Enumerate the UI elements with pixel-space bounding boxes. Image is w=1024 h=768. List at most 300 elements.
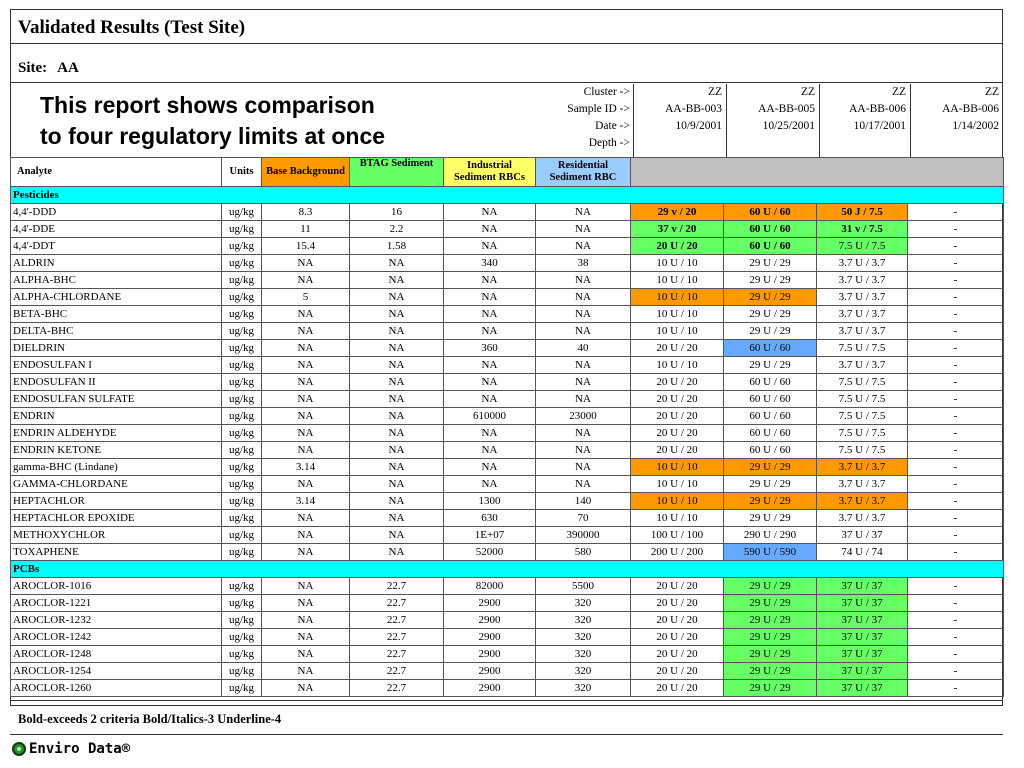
table-row <box>11 340 1004 357</box>
table-row <box>11 255 1004 272</box>
units-cell: ug/kg <box>222 425 262 442</box>
result-cell: 29 U / 29 <box>724 289 817 306</box>
base-background-cell: NA <box>262 680 350 697</box>
table-row <box>11 289 1004 306</box>
btag-cell: NA <box>350 493 444 510</box>
industrial-cell: NA <box>444 442 536 459</box>
result-cell: - <box>908 408 1004 425</box>
analyte-cell: METHOXYCHLOR <box>11 527 222 544</box>
btag-cell: 22.7 <box>350 578 444 595</box>
result-cell: 37 U / 37 <box>817 680 908 697</box>
residential-cell: 23000 <box>536 408 631 425</box>
base-background-cell: NA <box>262 425 350 442</box>
result-cell: 10 U / 10 <box>631 272 724 289</box>
result-cell: 20 U / 20 <box>631 340 724 357</box>
residential-cell: NA <box>536 272 631 289</box>
base-background-cell: NA <box>262 272 350 289</box>
result-cell: 7.5 U / 7.5 <box>817 340 908 357</box>
residential-cell: 40 <box>536 340 631 357</box>
residential-cell: NA <box>536 289 631 306</box>
result-cell: 37 U / 37 <box>817 646 908 663</box>
industrial-cell: NA <box>444 238 536 255</box>
result-cell: 29 U / 29 <box>724 595 817 612</box>
result-cell: - <box>908 272 1004 289</box>
base-background-cell: NA <box>262 663 350 680</box>
base-background-cell: 3.14 <box>262 493 350 510</box>
table-row <box>11 357 1004 374</box>
industrial-cell: 360 <box>444 340 536 357</box>
analyte-cell: AROCLOR-1232 <box>11 612 222 629</box>
table-row <box>11 459 1004 476</box>
btag-cell: NA <box>350 527 444 544</box>
table-row <box>11 221 1004 238</box>
result-cell: 3.7 U / 3.7 <box>817 289 908 306</box>
analyte-cell: AROCLOR-1016 <box>11 578 222 595</box>
residential-cell: 320 <box>536 595 631 612</box>
units-cell: ug/kg <box>222 680 262 697</box>
result-cell: - <box>908 680 1004 697</box>
result-cell: 3.7 U / 3.7 <box>817 255 908 272</box>
sample-header <box>450 84 1003 157</box>
result-cell: 20 U / 20 <box>631 238 724 255</box>
result-cell: - <box>908 612 1004 629</box>
table-row <box>11 442 1004 459</box>
analyte-cell: AROCLOR-1221 <box>11 595 222 612</box>
result-cell: 20 U / 20 <box>631 374 724 391</box>
result-cell: - <box>908 238 1004 255</box>
base-background-cell: NA <box>262 476 350 493</box>
base-background-cell: NA <box>262 408 350 425</box>
table-row <box>11 238 1004 255</box>
base-background-cell: NA <box>262 391 350 408</box>
industrial-cell: NA <box>444 221 536 238</box>
industrial-cell: NA <box>444 357 536 374</box>
result-cell: 60 U / 60 <box>724 425 817 442</box>
base-background-cell: NA <box>262 629 350 646</box>
units-cell: ug/kg <box>222 272 262 289</box>
result-cell: 29 U / 29 <box>724 663 817 680</box>
analyte-cell: 4,4'-DDT <box>11 238 222 255</box>
btag-cell: NA <box>350 425 444 442</box>
analyte-cell: AROCLOR-1242 <box>11 629 222 646</box>
result-cell: 37 U / 37 <box>817 612 908 629</box>
sample-sample-id: AA-BB-006 <box>849 103 906 115</box>
result-cell: 20 U / 20 <box>631 425 724 442</box>
industrial-cell: 2900 <box>444 680 536 697</box>
base-background-cell: 8.3 <box>262 204 350 221</box>
section-row <box>11 187 1004 204</box>
site-label: Site: <box>18 60 48 76</box>
result-cell: - <box>908 391 1004 408</box>
analyte-cell: AROCLOR-1254 <box>11 663 222 680</box>
result-cell: 20 U / 20 <box>631 391 724 408</box>
units-cell: ug/kg <box>222 340 262 357</box>
analyte-cell: DELTA-BHC <box>11 323 222 340</box>
btag-cell: 22.7 <box>350 595 444 612</box>
result-cell: 3.7 U / 3.7 <box>817 476 908 493</box>
result-cell: - <box>908 493 1004 510</box>
base-background-cell: NA <box>262 527 350 544</box>
col-units: Units <box>222 158 262 187</box>
table-row <box>11 510 1004 527</box>
result-cell: 31 v / 7.5 <box>817 221 908 238</box>
residential-cell: NA <box>536 459 631 476</box>
col-residential-rbc: Residential Sediment RBC <box>536 158 631 187</box>
base-background-cell: 3.14 <box>262 459 350 476</box>
result-cell: 7.5 U / 7.5 <box>817 391 908 408</box>
btag-cell: NA <box>350 357 444 374</box>
base-background-cell: NA <box>262 510 350 527</box>
sample-id-label: Sample ID -> <box>567 103 630 115</box>
registered-mark: ® <box>121 741 131 757</box>
result-cell: - <box>908 374 1004 391</box>
result-cell: - <box>908 595 1004 612</box>
result-cell: 7.5 U / 7.5 <box>817 408 908 425</box>
sample-sample-id: AA-BB-005 <box>758 103 815 115</box>
result-cell: 20 U / 20 <box>631 595 724 612</box>
col-industrial-rbc: Industrial Sediment RBCs <box>444 158 536 187</box>
units-cell: ug/kg <box>222 629 262 646</box>
result-cell: 100 U / 100 <box>631 527 724 544</box>
units-cell: ug/kg <box>222 578 262 595</box>
analyte-cell: ENDRIN <box>11 408 222 425</box>
residential-cell: NA <box>536 425 631 442</box>
industrial-cell: NA <box>444 459 536 476</box>
result-cell: 29 v / 20 <box>631 204 724 221</box>
units-cell: ug/kg <box>222 323 262 340</box>
result-cell: - <box>908 323 1004 340</box>
analyte-cell: 4,4'-DDE <box>11 221 222 238</box>
table-row <box>11 527 1004 544</box>
base-background-cell: NA <box>262 544 350 561</box>
result-cell: 200 U / 200 <box>631 544 724 561</box>
callout-text <box>40 90 385 152</box>
btag-cell: NA <box>350 374 444 391</box>
table-row <box>11 306 1004 323</box>
analyte-cell: ENDOSULFAN SULFATE <box>11 391 222 408</box>
table-row <box>11 646 1004 663</box>
industrial-cell: 2900 <box>444 612 536 629</box>
units-cell: ug/kg <box>222 374 262 391</box>
base-background-cell: NA <box>262 374 350 391</box>
enviro-data-logo <box>12 739 130 759</box>
result-cell: 29 U / 29 <box>724 306 817 323</box>
table-row <box>11 612 1004 629</box>
industrial-cell: 2900 <box>444 646 536 663</box>
result-cell: - <box>908 663 1004 680</box>
base-background-cell: 5 <box>262 289 350 306</box>
sample-cluster: ZZ <box>984 86 999 98</box>
base-background-cell: NA <box>262 306 350 323</box>
industrial-cell: NA <box>444 289 536 306</box>
result-cell: - <box>908 221 1004 238</box>
result-cell: 60 U / 60 <box>724 374 817 391</box>
sample-cluster: ZZ <box>707 86 722 98</box>
residential-cell: NA <box>536 221 631 238</box>
result-cell: 60 U / 60 <box>724 391 817 408</box>
residential-cell: NA <box>536 323 631 340</box>
analyte-cell: BETA-BHC <box>11 306 222 323</box>
base-background-cell: NA <box>262 442 350 459</box>
results-header-blank <box>631 158 1004 187</box>
result-cell: 37 U / 37 <box>817 629 908 646</box>
result-cell: 60 U / 60 <box>724 204 817 221</box>
logo-text: Enviro Data <box>29 741 122 757</box>
units-cell: ug/kg <box>222 476 262 493</box>
result-cell: 29 U / 29 <box>724 578 817 595</box>
table-row <box>11 578 1004 595</box>
sample-cluster: ZZ <box>800 86 815 98</box>
table-row <box>11 272 1004 289</box>
base-background-cell: 11 <box>262 221 350 238</box>
units-cell: ug/kg <box>222 459 262 476</box>
btag-cell: 22.7 <box>350 629 444 646</box>
table-row <box>11 476 1004 493</box>
result-cell: 7.5 U / 7.5 <box>817 374 908 391</box>
residential-cell: 140 <box>536 493 631 510</box>
result-cell: 50 J / 7.5 <box>817 204 908 221</box>
table-row <box>11 595 1004 612</box>
legend-note: Bold-exceeds 2 criteria Bold/Italics-3 Underline-4 <box>18 712 282 726</box>
residential-cell: NA <box>536 442 631 459</box>
analyte-cell: HEPTACHLOR <box>11 493 222 510</box>
residential-cell: NA <box>536 357 631 374</box>
btag-cell: 22.7 <box>350 612 444 629</box>
industrial-cell: 2900 <box>444 595 536 612</box>
result-cell: 3.7 U / 3.7 <box>817 323 908 340</box>
result-cell: 37 U / 37 <box>817 578 908 595</box>
residential-cell: NA <box>536 306 631 323</box>
table-bottom-divider <box>10 700 1003 701</box>
result-cell: 590 U / 590 <box>724 544 817 561</box>
base-background-cell: NA <box>262 255 350 272</box>
result-cell: 10 U / 10 <box>631 493 724 510</box>
analyte-cell: AROCLOR-1260 <box>11 680 222 697</box>
industrial-cell: 630 <box>444 510 536 527</box>
column-header-row <box>11 158 1004 187</box>
col-analyte: Analyte <box>11 158 222 187</box>
result-cell: 29 U / 29 <box>724 680 817 697</box>
title-divider <box>10 43 1003 44</box>
result-cell: 60 U / 60 <box>724 340 817 357</box>
units-cell: ug/kg <box>222 595 262 612</box>
sample-date: 10/25/2001 <box>762 120 815 132</box>
result-cell: - <box>908 578 1004 595</box>
result-cell: 10 U / 10 <box>631 459 724 476</box>
btag-cell: 16 <box>350 204 444 221</box>
result-cell: 3.7 U / 3.7 <box>817 306 908 323</box>
result-cell: 60 U / 60 <box>724 221 817 238</box>
analyte-cell: AROCLOR-1248 <box>11 646 222 663</box>
residential-cell: NA <box>536 391 631 408</box>
result-cell: - <box>908 357 1004 374</box>
btag-cell: NA <box>350 459 444 476</box>
industrial-cell: 2900 <box>444 629 536 646</box>
col-base-background: Base Background <box>262 158 350 187</box>
units-cell: ug/kg <box>222 238 262 255</box>
analyte-cell: ALDRIN <box>11 255 222 272</box>
result-cell: 10 U / 10 <box>631 357 724 374</box>
base-background-cell: NA <box>262 578 350 595</box>
result-cell: - <box>908 340 1004 357</box>
sample-date: 10/9/2001 <box>675 120 722 132</box>
units-cell: ug/kg <box>222 442 262 459</box>
units-cell: ug/kg <box>222 527 262 544</box>
result-cell: 20 U / 20 <box>631 646 724 663</box>
result-cell: 10 U / 10 <box>631 323 724 340</box>
btag-cell: NA <box>350 510 444 527</box>
industrial-cell: NA <box>444 374 536 391</box>
result-cell: - <box>908 255 1004 272</box>
residential-cell: 320 <box>536 663 631 680</box>
analyte-cell: ENDOSULFAN II <box>11 374 222 391</box>
btag-cell: 22.7 <box>350 663 444 680</box>
callout-line-1: This report shows comparison <box>40 92 375 118</box>
residential-cell: 320 <box>536 629 631 646</box>
globe-icon <box>12 742 26 756</box>
result-cell: 3.7 U / 3.7 <box>817 493 908 510</box>
table-row <box>11 425 1004 442</box>
result-cell: - <box>908 629 1004 646</box>
result-cell: 29 U / 29 <box>724 459 817 476</box>
result-cell: 29 U / 29 <box>724 629 817 646</box>
result-cell: 29 U / 29 <box>724 612 817 629</box>
result-cell: 3.7 U / 3.7 <box>817 510 908 527</box>
industrial-cell: NA <box>444 425 536 442</box>
callout-line-2: to four regulatory limits at once <box>40 123 386 149</box>
units-cell: ug/kg <box>222 221 262 238</box>
residential-cell: NA <box>536 374 631 391</box>
result-cell: 20 U / 20 <box>631 680 724 697</box>
table-row <box>11 544 1004 561</box>
analyte-cell: 4,4'-DDD <box>11 204 222 221</box>
table-row <box>11 680 1004 697</box>
result-cell: 20 U / 20 <box>631 612 724 629</box>
result-cell: 20 U / 20 <box>631 408 724 425</box>
analyte-cell: gamma-BHC (Lindane) <box>11 459 222 476</box>
units-cell: ug/kg <box>222 204 262 221</box>
result-cell: 37 v / 20 <box>631 221 724 238</box>
result-cell: 29 U / 29 <box>724 272 817 289</box>
units-cell: ug/kg <box>222 646 262 663</box>
date-label: Date -> <box>595 120 630 132</box>
footer-divider <box>10 734 1003 735</box>
btag-cell: NA <box>350 391 444 408</box>
residential-cell: 5500 <box>536 578 631 595</box>
results-table <box>10 157 1004 697</box>
analyte-cell: ALPHA-BHC <box>11 272 222 289</box>
section-row <box>11 561 1004 578</box>
result-cell: 20 U / 20 <box>631 629 724 646</box>
result-cell: 29 U / 29 <box>724 493 817 510</box>
btag-cell: NA <box>350 544 444 561</box>
result-cell: - <box>908 204 1004 221</box>
cluster-label: Cluster -> <box>583 86 630 98</box>
btag-cell: NA <box>350 272 444 289</box>
result-cell: - <box>908 510 1004 527</box>
result-cell: 29 U / 29 <box>724 357 817 374</box>
table-row <box>11 204 1004 221</box>
result-cell: 60 U / 60 <box>724 408 817 425</box>
site-value: AA <box>57 60 79 76</box>
table-row <box>11 408 1004 425</box>
btag-cell: 1.58 <box>350 238 444 255</box>
results-body <box>11 187 1004 697</box>
result-cell: - <box>908 306 1004 323</box>
result-cell: - <box>908 442 1004 459</box>
result-cell: 10 U / 10 <box>631 476 724 493</box>
result-cell: 10 U / 10 <box>631 510 724 527</box>
col-btag-sediment: BTAG Sediment <box>350 158 444 187</box>
base-background-cell: 15.4 <box>262 238 350 255</box>
section-label: PCBs <box>11 561 1004 578</box>
result-cell: 10 U / 10 <box>631 289 724 306</box>
result-cell: 37 U / 37 <box>817 663 908 680</box>
analyte-cell: GAMMA-CHLORDANE <box>11 476 222 493</box>
units-cell: ug/kg <box>222 510 262 527</box>
result-cell: 3.7 U / 3.7 <box>817 459 908 476</box>
btag-cell: NA <box>350 476 444 493</box>
result-cell: 10 U / 10 <box>631 255 724 272</box>
industrial-cell: 82000 <box>444 578 536 595</box>
btag-cell: NA <box>350 340 444 357</box>
result-cell: - <box>908 425 1004 442</box>
result-cell: - <box>908 459 1004 476</box>
residential-cell: NA <box>536 476 631 493</box>
base-background-cell: NA <box>262 323 350 340</box>
industrial-cell: NA <box>444 306 536 323</box>
result-cell: 60 U / 60 <box>724 238 817 255</box>
table-row <box>11 374 1004 391</box>
result-cell: - <box>908 527 1004 544</box>
units-cell: ug/kg <box>222 663 262 680</box>
result-cell: - <box>908 289 1004 306</box>
residential-cell: NA <box>536 238 631 255</box>
industrial-cell: 610000 <box>444 408 536 425</box>
units-cell: ug/kg <box>222 255 262 272</box>
sample-sample-id: AA-BB-003 <box>665 103 722 115</box>
result-cell: 29 U / 29 <box>724 646 817 663</box>
industrial-cell: NA <box>444 323 536 340</box>
btag-cell: NA <box>350 255 444 272</box>
base-background-cell: NA <box>262 357 350 374</box>
section-label: Pesticides <box>11 187 1004 204</box>
base-background-cell: NA <box>262 340 350 357</box>
result-cell: 20 U / 20 <box>631 578 724 595</box>
sample-date: 1/14/2002 <box>952 120 999 132</box>
site-line <box>18 60 79 77</box>
btag-cell: 22.7 <box>350 680 444 697</box>
result-cell: - <box>908 476 1004 493</box>
result-cell: 20 U / 20 <box>631 442 724 459</box>
result-cell: 29 U / 29 <box>724 255 817 272</box>
result-cell: 29 U / 29 <box>724 323 817 340</box>
industrial-cell: NA <box>444 476 536 493</box>
table-row <box>11 629 1004 646</box>
analyte-cell: ENDOSULFAN I <box>11 357 222 374</box>
industrial-cell: NA <box>444 204 536 221</box>
result-cell: 29 U / 29 <box>724 476 817 493</box>
residential-cell: 320 <box>536 680 631 697</box>
base-background-cell: NA <box>262 595 350 612</box>
industrial-cell: 1300 <box>444 493 536 510</box>
analyte-cell: ALPHA-CHLORDANE <box>11 289 222 306</box>
result-cell: - <box>908 544 1004 561</box>
sample-sample-id: AA-BB-006 <box>942 103 999 115</box>
units-cell: ug/kg <box>222 391 262 408</box>
units-cell: ug/kg <box>222 408 262 425</box>
units-cell: ug/kg <box>222 289 262 306</box>
